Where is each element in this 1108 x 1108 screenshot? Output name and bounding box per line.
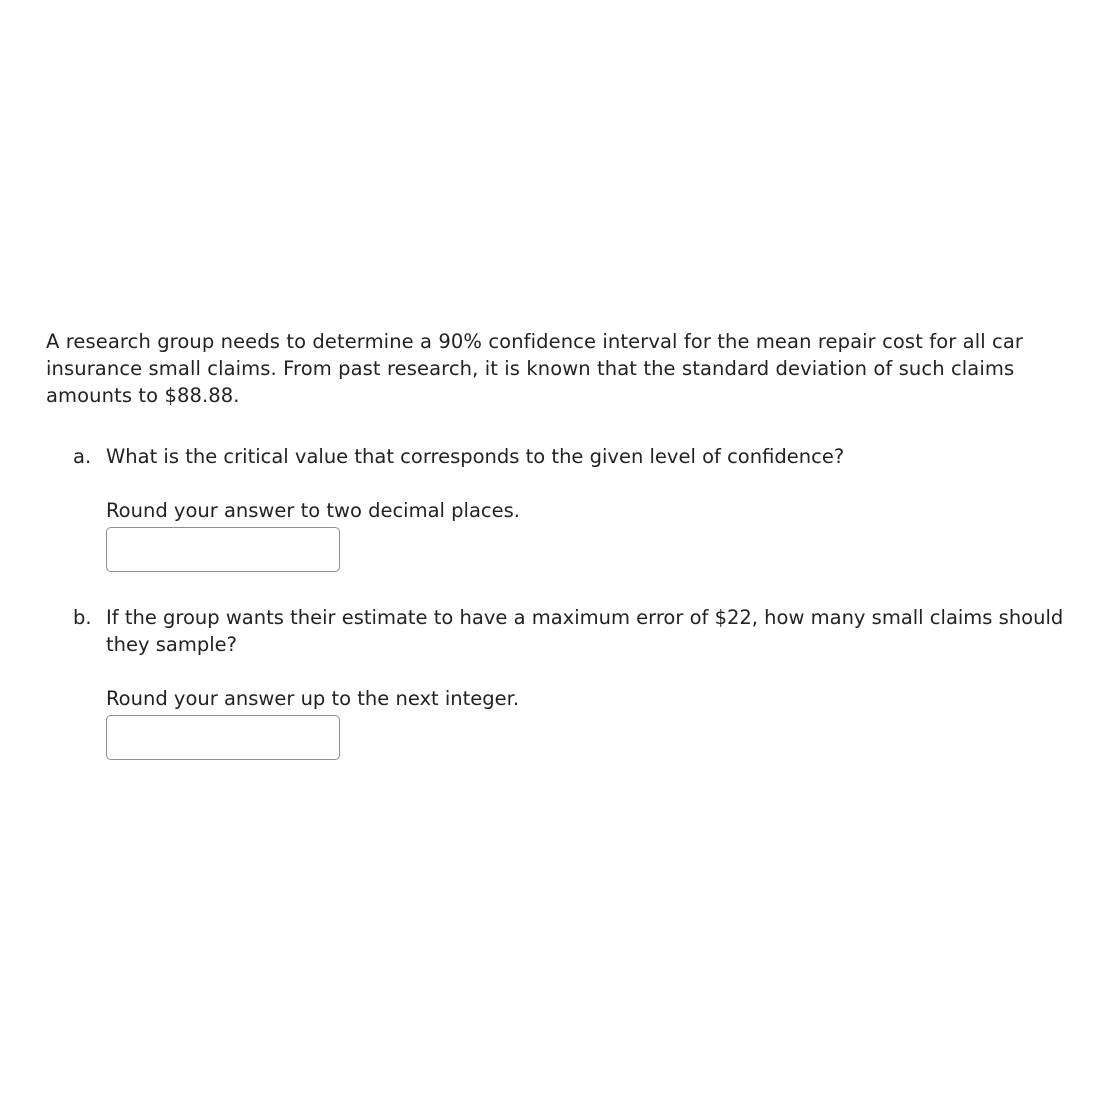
question-a-text: What is the critical value that corresponds to the given level of confidence?	[106, 445, 845, 468]
question-b-marker: b.	[73, 606, 92, 629]
question-a	[46, 443, 1096, 572]
question-b-text: If the group wants their estimate to have a maximum error of $22, how many small claims should they sample?	[106, 606, 1064, 656]
question-a-instruction: Round your answer to two decimal places.	[106, 499, 520, 522]
question-b-instruction: Round your answer up to the next integer.	[106, 687, 520, 710]
question-a-marker: a.	[73, 445, 92, 468]
problem-statement: A research group needs to determine a 90% confidence interval for the mean repair cost for all car insurance small claims. From past research, it is known that the standard deviation of such claims amounts to $88.88.	[46, 330, 1024, 407]
question-a-answer-input[interactable]	[106, 527, 340, 572]
problem-container	[46, 328, 1096, 760]
question-b	[46, 604, 1096, 760]
question-b-answer-input[interactable]	[106, 715, 340, 760]
